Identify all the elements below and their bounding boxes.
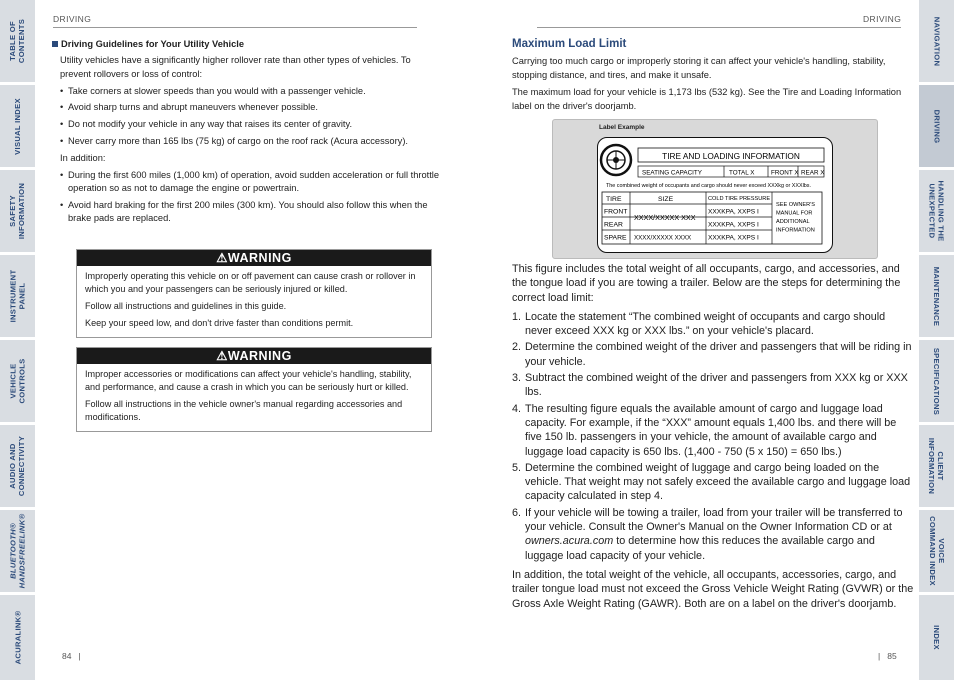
left-content <box>60 38 440 229</box>
tire-loading-label <box>597 137 833 253</box>
list-item: • Avoid hard braking for the first 200 miles (300 km). You should also follow this when the brake pads are replaced. <box>60 199 440 226</box>
tab-label: NAVIGATION <box>932 16 942 66</box>
tab-label: CLIENT INFORMATION <box>927 437 946 495</box>
left-page-number: 84 | <box>62 651 81 661</box>
col-tire: TIRE <box>606 196 622 203</box>
tab-specifications[interactable] <box>919 340 954 422</box>
right-section-header: DRIVING <box>863 14 902 24</box>
tab-safety-information[interactable] <box>0 170 35 252</box>
page-title: Maximum Load Limit <box>512 38 627 50</box>
load-paragraph: The maximum load for your vehicle is 1,173 lbs (532 kg). See the Tire and Loading Information label on the driver's doorjamb. <box>512 87 902 111</box>
step-item <box>512 371 914 400</box>
tab-navigation[interactable] <box>919 0 954 82</box>
right-header-rule <box>537 27 901 28</box>
step-text: Subtract the combined weight of the driver and passengers from XXX kg or XXX lbs. <box>525 372 908 399</box>
pressure-front: XXXKPA, XXPS I <box>708 208 759 216</box>
intro-paragraph: Utility vehicles have a significantly higher rollover rate than other types of vehicles. To prevent rollovers or loss of control: <box>60 55 411 79</box>
pressure-spare: XXXKPA, XXPS I <box>708 234 759 242</box>
combined-weight-statement: The combined weight of occupants and cargo should never exceed XXXkg or XXXlbs. <box>606 183 811 189</box>
break-in-list <box>60 169 440 226</box>
tab-voice-command-index[interactable] <box>919 510 954 592</box>
step-text: Determine the combined weight of luggage and cargo being loaded on the vehicle. That weight may not safely exceed the available cargo and luggage load capacity calculated in step 4. <box>525 461 911 503</box>
list-item: • During the first 600 miles (1,000 km) of operation, avoid sudden acceleration or full throttle operation so as not to damage the engine or powertrain. <box>60 169 440 196</box>
tab-label: VOICE COMMAND INDEX <box>927 516 946 586</box>
tab-label: TABLE OF CONTENTS <box>8 18 27 64</box>
warning-title: ⚠WARNING <box>77 250 431 266</box>
warning-text: Improperly operating this vehicle on or off pavement can cause crash or rollover in which you and your passengers can be seriously injured or killed. <box>85 271 416 294</box>
page-number-text: 85 <box>887 651 897 661</box>
warning-text: Follow all instructions in the vehicle owner's manual regarding accessories and modifications. <box>85 399 403 422</box>
step-number: 5. <box>512 461 522 474</box>
tab-acuralink[interactable] <box>0 595 35 680</box>
step-number: 3. <box>512 372 522 385</box>
list-item: • Never carry more than 165 lbs (75 kg) of cargo on the roof rack (Acura accessory). <box>60 135 440 148</box>
row-front: FRONT <box>604 208 628 216</box>
load-steps-section <box>512 262 914 616</box>
tab-label: SPECIFICATIONS <box>932 347 942 415</box>
right-page-number: | 85 <box>878 651 897 661</box>
list-item: • Take corners at slower speeds than you would with a passenger vehicle. <box>60 85 440 98</box>
guidelines-heading-text: Driving Guidelines for Your Utility Vehicle <box>61 39 245 49</box>
right-tab-bar <box>919 0 954 680</box>
tab-label: INDEX <box>932 625 941 650</box>
row-rear: REAR <box>604 221 623 229</box>
tab-label: AUDIO AND CONNECTIVITY <box>8 435 27 497</box>
left-tab-bar <box>0 0 35 680</box>
step-item <box>512 310 914 339</box>
tab-label: HANDLING THE UNEXPECTED <box>927 180 946 242</box>
seating-front: FRONT X <box>771 169 799 177</box>
step-item <box>512 506 914 563</box>
step-text: The resulting figure equals the available amount of cargo and luggage load capacity. For example, if the “XXX” amount equals 1,400 lbs. and there will be five 150 lb. passengers in your vehicle, the amount of available cargo and luggage load capacity is 650 lbs. (1,400 - 750 (5 x 150) = 650 lbs.) <box>525 402 897 458</box>
warning-text: Improper accessories or modifications can affect your vehicle's handling, stability, and performance, and cause a crash in which you can be seriously hurt or killed. <box>85 369 412 392</box>
label-caption: Label Example <box>599 124 645 131</box>
step-number: 4. <box>512 402 522 415</box>
tab-vehicle-controls[interactable] <box>0 340 35 422</box>
seating-total: TOTAL X <box>729 169 755 177</box>
list-item: • Do not modify your vehicle in any way that raises its center of gravity. <box>60 118 440 131</box>
tab-maintenance[interactable] <box>919 255 954 337</box>
tab-label: ACURALINK® <box>13 610 23 665</box>
see-owners-manual-note: SEE OWNER'S MANUAL FOR ADDITIONAL INFORMATION <box>776 202 815 234</box>
tab-bluetooth-handsfreelink[interactable] <box>0 510 35 592</box>
tab-driving[interactable] <box>919 85 954 167</box>
guidelines-heading <box>52 38 440 51</box>
tire-label-title: TIRE AND LOADING INFORMATION <box>662 151 800 161</box>
step-item <box>512 340 914 369</box>
tab-instrument-panel[interactable] <box>0 255 35 337</box>
pressure-rear: XXXKPA, XXPS I <box>708 221 759 229</box>
step-number: 6. <box>512 506 522 519</box>
gvwr-paragraph: In addition, the total weight of the vehicle, all occupants, accessories, cargo, and trailer tongue load must not exceed the Gross Vehicle Weight Rating (GVWR) or the Gross Axle Weight Rating (GAWR). Both are on a label on the driver's doorjamb. <box>512 568 914 610</box>
section-marker-icon <box>52 41 58 47</box>
row-spare: SPARE <box>604 234 627 242</box>
steps-list <box>512 310 914 563</box>
page-number-text: 84 <box>62 651 72 661</box>
tab-label: SAFETY INFORMATION <box>8 182 27 240</box>
tab-client-information[interactable] <box>919 425 954 507</box>
step-text: If your vehicle will be towing a trailer, load from your trailer will be transferred to your vehicle. Consult the Owner's Manual on the Owner Information CD or at <box>525 506 903 534</box>
warning-box-accessories <box>76 347 432 432</box>
warning-body <box>77 364 431 431</box>
warning-text: Keep your speed low, and don't drive faster than conditions permit. <box>85 318 354 328</box>
tab-label: VISUAL INDEX <box>13 97 23 155</box>
tab-label: DRIVING <box>932 109 941 143</box>
tab-index[interactable] <box>919 595 954 680</box>
col-pressure: COLD TIRE PRESSURE <box>708 196 771 202</box>
tab-audio-connectivity[interactable] <box>0 425 35 507</box>
right-content <box>512 38 916 117</box>
tire-icon <box>601 145 631 175</box>
step-item <box>512 461 914 504</box>
warning-text: Follow all instructions and guidelines in this guide. <box>85 301 287 311</box>
tab-visual-index[interactable] <box>0 85 35 167</box>
load-paragraph: Carrying too much cargo or improperly storing it can affect your vehicle's handling, stability, stopping distance, and tires, and make it unsafe. <box>512 56 886 80</box>
step-text: to determine how this reduces the available cargo and luggage load capacity of your vehicle. <box>525 535 875 562</box>
step-item <box>512 402 914 459</box>
size-spare: XXXX/XXXXX XXXX <box>634 234 692 242</box>
size-main: XXXX/XXXXX XXX <box>634 213 696 222</box>
tab-label: BLUETOOTH® HANDSFREELINK® <box>8 513 27 589</box>
tab-label: VEHICLE CONTROLS <box>8 358 27 404</box>
warning-box-rollover <box>76 249 432 338</box>
step-number: 1. <box>512 310 522 323</box>
warning-title: ⚠WARNING <box>77 348 431 364</box>
in-addition-label: In addition: <box>60 152 106 163</box>
tab-label: INSTRUMENT PANEL <box>8 269 27 323</box>
step-text: Locate the statement “The combined weight of occupants and cargo should never exceed XXX kg or XXX lbs.” on your vehicle's placard. <box>525 310 886 338</box>
warning-body <box>77 266 431 337</box>
left-section-header: DRIVING <box>53 14 92 24</box>
tab-label: MAINTENANCE <box>932 266 942 326</box>
list-item: • Avoid sharp turns and abrupt maneuvers whenever possible. <box>60 101 440 114</box>
tire-label-drawing <box>598 138 832 252</box>
tab-table-of-contents[interactable] <box>0 0 35 82</box>
tab-handling-the-unexpected[interactable] <box>919 170 954 252</box>
col-size: SIZE <box>658 196 674 203</box>
label-example-figure <box>552 119 878 259</box>
seating-capacity: SEATING CAPACITY <box>642 169 702 177</box>
step-text: Determine the combined weight of the driver and passengers that will be riding in your vehicle. <box>525 341 912 368</box>
owners-site-link[interactable]: owners.acura.com <box>525 535 614 548</box>
figure-description: This figure includes the total weight of all occupants, cargo, and accessories, and the tongue load if you are towing a trailer. Below are the steps for determining the correct load limit: <box>512 263 901 304</box>
seating-rear: REAR X <box>801 169 825 177</box>
step-number: 2. <box>512 341 522 354</box>
left-header-rule <box>53 27 417 28</box>
guideline-list <box>60 85 440 149</box>
